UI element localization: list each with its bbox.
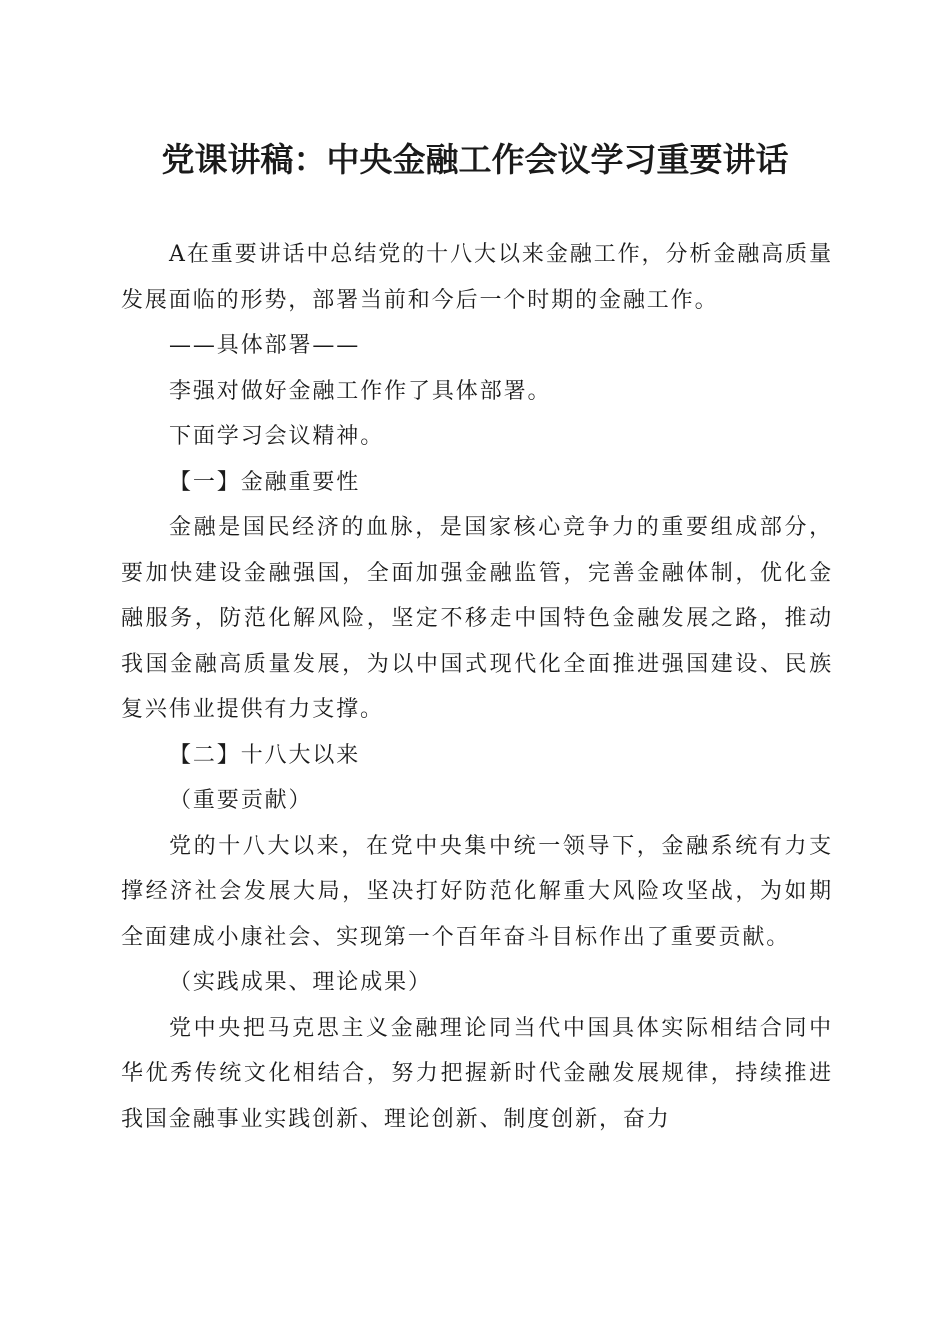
paragraph-intro: A在重要讲话中总结党的十八大以来金融工作，分析金融高质量发展面临的形势，部署当前和今后一个时期的金融工作。 xyxy=(121,242,833,313)
paragraph-contribution: 党的十八大以来，在党中央集中统一领导下，金融系统有力支撑经济社会发展大局，坚决打好防范化解重大风险攻坚战，为如期全面建成小康社会、实现第一个百年奋斗目标作出了重要贡献。 xyxy=(121,833,833,950)
paragraph-finance-importance: 金融是国民经济的血脉，是国家核心竞争力的重要组成部分，要加快建设金融强国，全面加强金融监管，完善金融体制，优化金融服务，防范化解风险，坚定不移走中国特色金融发展之路，推动我国金融高质量发展，为以中国式现代化全面推进强国建设、民族复兴伟业提供有力支撑。 xyxy=(121,515,833,722)
subheading-contribution: （重要贡献） xyxy=(169,788,313,813)
document-body xyxy=(121,232,833,1142)
document-title: 党课讲稿：中央金融工作会议学习重要讲话 xyxy=(161,140,789,179)
section-heading-1: 【一】金融重要性 xyxy=(169,469,361,495)
paragraph-achievements: 党中央把马克思主义金融理论同当代中国具体实际相结合同中华优秀传统文化相结合，努力把握新时代金融发展规律，持续推进我国金融事业实践创新、理论创新、制度创新，奋力 xyxy=(121,1015,833,1132)
section-heading-2: 【二】十八大以来 xyxy=(169,742,361,768)
subheading-achievements: （实践成果、理论成果） xyxy=(169,970,432,995)
section-divider-heading: ——具体部署—— xyxy=(169,333,361,358)
paragraph-study-intro: 下面学习会议精神。 xyxy=(169,424,385,449)
paragraph-deployment: 李强对做好金融工作作了具体部署。 xyxy=(169,378,552,404)
